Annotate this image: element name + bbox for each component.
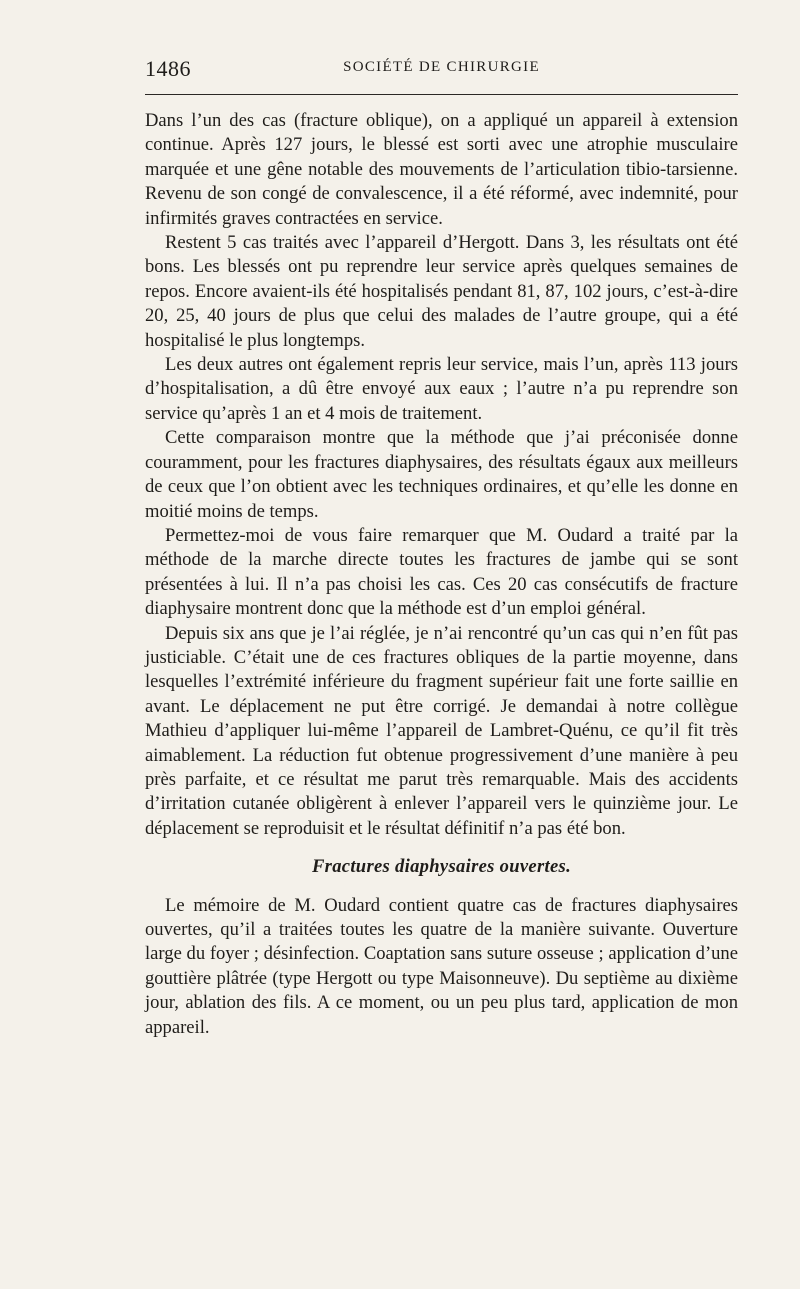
open-fractures-section: [145, 855, 738, 1040]
main-text: [145, 109, 738, 1040]
paragraph-5: Permettez-moi de vous faire remarquer que M. Oudard a traité par la méthode de la marche directe toutes les fractures de jambe qui se sont présentées à lui. Il n’a pas choisi les cas. Ces 20 cas consécutifs de fracture diaphysaire montrent donc que la méthode est d’un emploi général.: [145, 524, 738, 620]
paragraph-1: Dans l’un des cas (fracture oblique), on a appliqué un appareil à extension continue. Après 127 jours, le blessé est sorti avec une atrophie musculaire marquée et une gêne notable des mouvements de l’articulation tibio-tarsienne. Revenu de son congé de convalescence, il a été réformé, avec indemnité, pour infirmités graves contractées en service.: [145, 110, 738, 229]
paragraph-2: Restent 5 cas traités avec l’appareil d’Hergott. Dans 3, les résultats ont été bons. Les blessés ont pu reprendre leur service après quelques semaines de repos. Encore avaient-ils été hospitalisés pendant 81, 87, 102 jours, c’est-à-dire 20, 25, 40 jours de plus que celui des malades de l’autre groupe, qui a été hospitalisé le plus longtemps.: [145, 232, 738, 351]
section-heading: Fractures diaphysaires ouvertes.: [311, 856, 572, 878]
paragraph-3: Les deux autres ont également repris leur service, mais l’un, après 113 jours d’hospitalisation, a dû être envoyé aux eaux ; l’autre n’a pu reprendre son service qu’après 1 an et 4 mois de traitement.: [145, 354, 738, 424]
section-paragraph: Le mémoire de M. Oudard contient quatre cas de fractures diaphysaires ouvertes, qu’il a traitées toutes les quatre de la manière suivante. Ouverture large du foyer ; désinfection. Coaptation sans suture osseuse ; application d’une gouttière plâtrée (type Hergott ou type Maisonneuve). Du septième au dixième jour, ablation des fils. A ce moment, ou un peu plus tard, application de mon appareil.: [145, 894, 738, 1038]
paragraph-4: Cette comparaison montre que la méthode que j’ai préconisée donne couramment, pour les fractures diaphysaires, des résultats égaux aux meilleurs de ceux que l’on obtient avec les techniques ordinaires, et qu’elle les donne en moitié moins de temps.: [145, 427, 738, 522]
running-head: [145, 56, 738, 82]
header-rule: [145, 94, 738, 95]
page-number: 1486: [145, 56, 191, 81]
paragraph-6: Depuis six ans que je l’ai réglée, je n’ai rencontré qu’un cas qui n’en fût pas justiciable. C’était une de ces fractures obliques de la partie moyenne, dans lesquelles l’extrémité inférieure du fragment supérieur fait une forte saillie en avant. Le déplacement ne put être corrigé. Je demandai à notre collègue Mathieu d’appliquer lui-même l’appareil de Lambret-Quénu, ce qu’il fit très aimablement. La réduction fut obtenue progressivement d’une manière à peu près parfaite, et ce résultat me parut très remarquable. Mais des accidents d’irritation cutanée obligèrent à enlever l’appareil vers le quinzième jour. Le déplacement se reproduisit et le résultat définitif n’a pas été bon.: [145, 622, 738, 839]
journal-title: SOCIÉTÉ DE CHIRURGIE: [343, 59, 540, 75]
